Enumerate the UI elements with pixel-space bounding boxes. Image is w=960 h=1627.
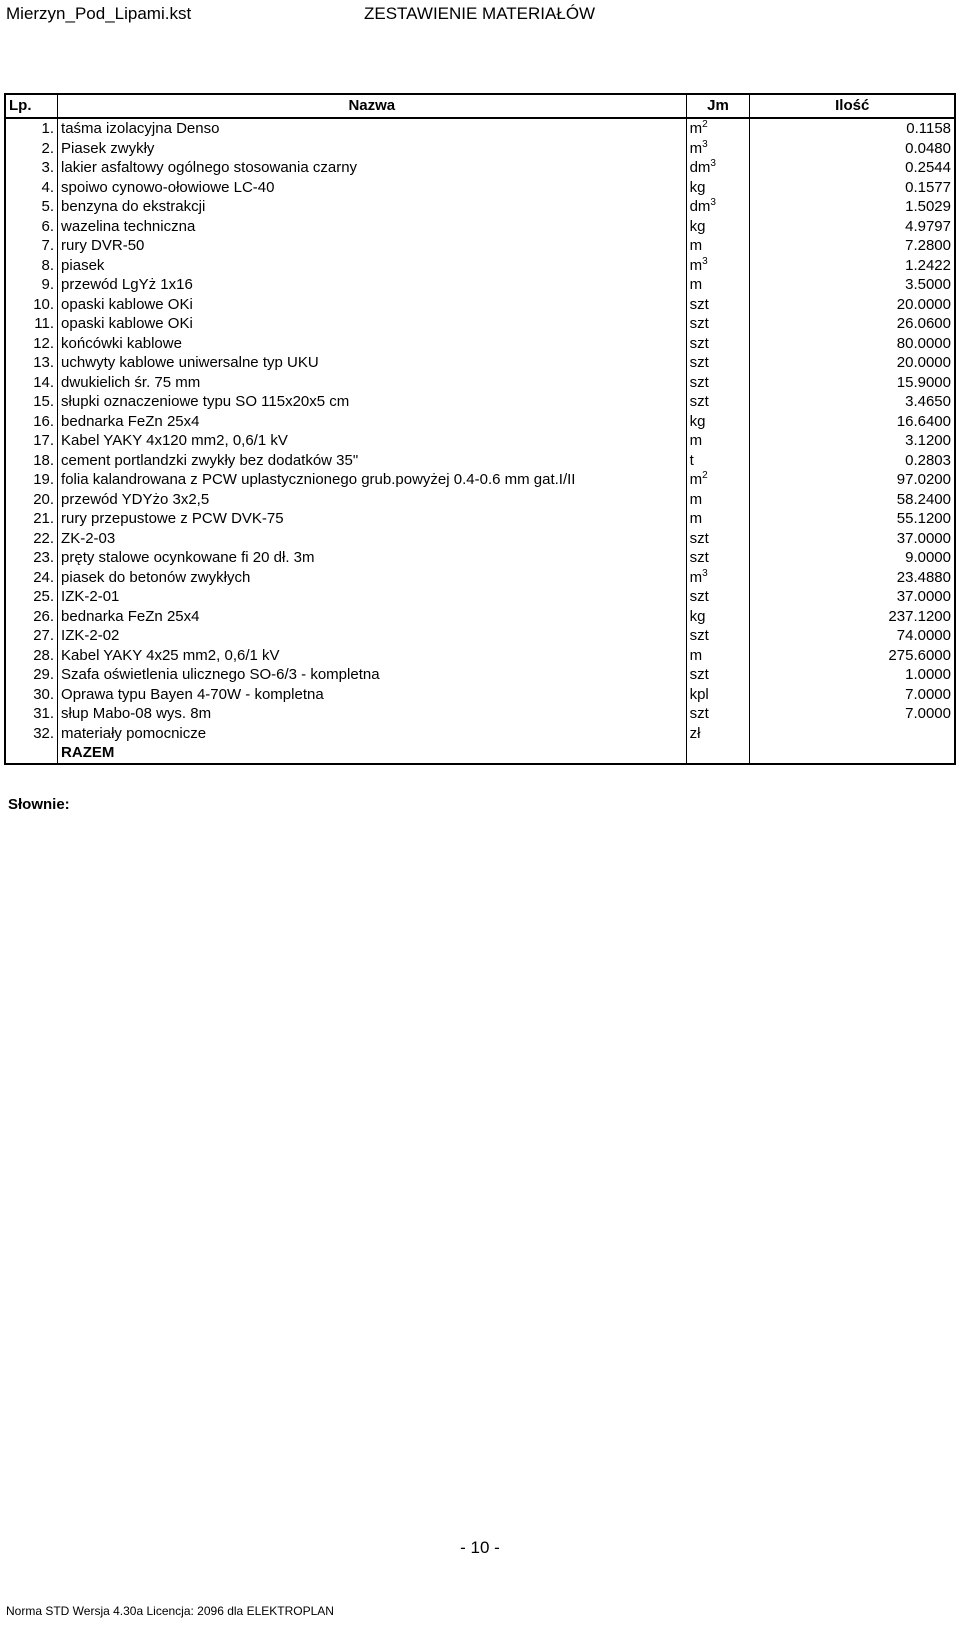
unit-cell — [686, 568, 750, 588]
unit-text: zł — [689, 724, 701, 742]
material-name: słup Mabo-08 wys. 8m — [58, 704, 687, 724]
quantity-value: 3.1200 — [750, 431, 955, 451]
table-row — [5, 665, 955, 685]
table-row — [5, 373, 955, 393]
unit-text: szt — [689, 315, 709, 332]
unit-cell — [686, 236, 750, 256]
table-row — [5, 626, 955, 646]
material-name: wazelina techniczna — [58, 217, 687, 237]
quantity-value: 1.2422 — [750, 256, 955, 276]
document-title: ZESTAWIENIE MATERIAŁÓW — [364, 4, 596, 23]
table-row — [5, 431, 955, 451]
table-row — [5, 314, 955, 334]
material-name: dwukielich śr. 75 mm — [58, 373, 687, 393]
row-number: 5. — [5, 197, 58, 217]
unit-cell — [686, 490, 750, 510]
column-header-lp: Lp. — [5, 94, 58, 118]
column-header-name: Nazwa — [58, 94, 687, 118]
material-name: benzyna do ekstrakcji — [58, 197, 687, 217]
quantity-value: 275.6000 — [750, 646, 955, 666]
unit-exponent: 3 — [702, 138, 708, 150]
table-row — [5, 568, 955, 588]
unit-text: m — [689, 490, 703, 508]
unit-exponent: 2 — [702, 470, 708, 481]
row-number: 10. — [5, 295, 58, 315]
quantity-value: 7.0000 — [750, 685, 955, 705]
material-name: IZK-2-02 — [58, 626, 687, 646]
table-row — [5, 139, 955, 159]
quantity-value: 97.0200 — [750, 470, 955, 490]
material-name: bednarka FeZn 25x4 — [58, 412, 687, 432]
material-name: uchwyty kablowe uniwersalne typ UKU — [58, 353, 687, 373]
table-row — [5, 587, 955, 607]
unit-cell — [686, 724, 750, 744]
table-row — [5, 217, 955, 237]
row-number: 24. — [5, 568, 58, 588]
row-number: 13. — [5, 353, 58, 373]
table-row — [5, 392, 955, 412]
row-number: 16. — [5, 412, 58, 432]
table-row — [5, 490, 955, 510]
quantity-value: 4.9797 — [750, 217, 955, 237]
quantity-value: 0.2544 — [750, 158, 955, 178]
material-name: Kabel YAKY 4x25 mm2, 0,6/1 kV — [58, 646, 687, 666]
material-name: Szafa oświetlenia ulicznego SO-6/3 - kompletna — [58, 665, 687, 685]
column-header-quantity: Ilość — [750, 94, 955, 118]
quantity-value: 0.2803 — [750, 451, 955, 471]
unit-text: m — [689, 568, 703, 586]
unit-cell — [686, 704, 750, 724]
unit-cell — [686, 197, 750, 217]
in-words-label: Słownie: — [8, 796, 70, 813]
quantity-value: 9.0000 — [750, 548, 955, 568]
row-number: 27. — [5, 626, 58, 646]
quantity-value: 0.1577 — [750, 178, 955, 198]
material-name: Piasek zwykły — [58, 139, 687, 159]
row-number: 12. — [5, 334, 58, 354]
table-row — [5, 704, 955, 724]
unit-text: szt — [689, 529, 709, 547]
unit-text: szt — [689, 549, 709, 566]
quantity-value: 58.2400 — [750, 490, 955, 510]
unit-exponent: 3 — [710, 197, 716, 208]
quantity-value: 20.0000 — [750, 295, 955, 315]
unit-cell — [686, 548, 750, 568]
unit-cell — [686, 373, 750, 393]
materials-table — [4, 93, 956, 765]
unit-text: m — [689, 237, 703, 254]
unit-text: kg — [689, 607, 706, 625]
unit-text: m — [689, 432, 703, 449]
unit-cell — [686, 178, 750, 198]
unit-text: m — [689, 120, 703, 137]
table-row — [5, 451, 955, 471]
material-name: przewód LgYż 1x16 — [58, 275, 687, 295]
quantity-value: 16.6400 — [750, 412, 955, 432]
row-number: 4. — [5, 178, 58, 198]
quantity-value: 1.5029 — [750, 197, 955, 217]
unit-text: dm — [689, 198, 711, 215]
material-name: opaski kablowe OKi — [58, 314, 687, 334]
unit-cell — [686, 392, 750, 412]
unit-exponent: 2 — [702, 119, 708, 130]
unit-text: szt — [689, 373, 709, 391]
table-row — [5, 256, 955, 276]
unit-text: szt — [689, 334, 709, 352]
total-label: RAZEM — [58, 743, 687, 764]
row-number: 18. — [5, 451, 58, 471]
table-row — [5, 158, 955, 178]
table-row — [5, 275, 955, 295]
unit-cell — [686, 587, 750, 607]
unit-text: kg — [689, 178, 706, 196]
unit-cell — [686, 118, 750, 139]
quantity-value: 7.2800 — [750, 236, 955, 256]
unit-cell — [686, 217, 750, 237]
row-number: 30. — [5, 685, 58, 705]
file-name: Mierzyn_Pod_Lipami.kst — [6, 4, 192, 23]
unit-text: kg — [689, 217, 706, 235]
unit-text: szt — [689, 393, 709, 410]
row-number: 19. — [5, 470, 58, 490]
material-name: rury DVR-50 — [58, 236, 687, 256]
table-row — [5, 607, 955, 627]
unit-text: szt — [689, 354, 709, 371]
table-row — [5, 353, 955, 373]
quantity-value: 55.1200 — [750, 509, 955, 529]
quantity-value — [750, 724, 955, 744]
material-name: pręty stalowe ocynkowane fi 20 dł. 3m — [58, 548, 687, 568]
material-name: słupki oznaczeniowe typu SO 115x20x5 cm — [58, 392, 687, 412]
unit-cell — [686, 470, 750, 490]
material-name: końcówki kablowe — [58, 334, 687, 354]
unit-cell — [686, 295, 750, 315]
quantity-value: 0.0480 — [750, 139, 955, 159]
table-header-row — [5, 94, 955, 118]
quantity-value: 15.9000 — [750, 373, 955, 393]
unit-exponent: 3 — [702, 255, 708, 267]
unit-cell — [686, 451, 750, 471]
table-row — [5, 197, 955, 217]
unit-text: m — [689, 139, 703, 157]
unit-text: szt — [689, 295, 709, 313]
unit-cell — [686, 431, 750, 451]
quantity-value: 37.0000 — [750, 587, 955, 607]
table-row — [5, 685, 955, 705]
material-name: taśma izolacyjna Denso — [58, 118, 687, 139]
row-number: 15. — [5, 392, 58, 412]
unit-text: m — [689, 646, 703, 664]
unit-text: t — [689, 451, 694, 469]
page-number: - 10 - — [460, 1538, 500, 1557]
unit-cell — [686, 158, 750, 178]
material-name: cement portlandzki zwykły bez dodatków 35" — [58, 451, 687, 471]
unit-cell — [686, 275, 750, 295]
material-name: spoiwo cynowo-ołowiowe LC-40 — [58, 178, 687, 198]
table-row — [5, 470, 955, 490]
unit-text: szt — [689, 627, 709, 644]
material-name: IZK-2-01 — [58, 587, 687, 607]
table-row — [5, 295, 955, 315]
row-number: 6. — [5, 217, 58, 237]
row-number: 3. — [5, 158, 58, 178]
unit-text: szt — [689, 666, 709, 683]
material-name: Kabel YAKY 4x120 mm2, 0,6/1 kV — [58, 431, 687, 451]
unit-text: m — [689, 256, 703, 274]
row-number: 28. — [5, 646, 58, 666]
row-number: 29. — [5, 665, 58, 685]
row-number: 7. — [5, 236, 58, 256]
row-number: 9. — [5, 275, 58, 295]
unit-text: m — [689, 471, 703, 488]
quantity-value: 3.4650 — [750, 392, 955, 412]
material-name: folia kalandrowana z PCW uplastycznionego grub.powyżej 0.4-0.6 mm gat.I/II — [58, 470, 687, 490]
material-name: lakier asfaltowy ogólnego stosowania czarny — [58, 158, 687, 178]
material-name: bednarka FeZn 25x4 — [58, 607, 687, 627]
material-name: opaski kablowe OKi — [58, 295, 687, 315]
table-row — [5, 334, 955, 354]
row-number: 31. — [5, 704, 58, 724]
quantity-value: 20.0000 — [750, 353, 955, 373]
quantity-value: 74.0000 — [750, 626, 955, 646]
quantity-value: 7.0000 — [750, 704, 955, 724]
row-number: 14. — [5, 373, 58, 393]
material-name: Oprawa typu Bayen 4-70W - kompletna — [58, 685, 687, 705]
table-row — [5, 412, 955, 432]
row-number: 26. — [5, 607, 58, 627]
table-row — [5, 509, 955, 529]
row-number: 1. — [5, 118, 58, 139]
quantity-value: 0.1158 — [750, 118, 955, 139]
unit-text: szt — [689, 705, 709, 722]
unit-cell — [686, 509, 750, 529]
material-name: przewód YDYżo 3x2,5 — [58, 490, 687, 510]
row-number: 32. — [5, 724, 58, 744]
row-number: 8. — [5, 256, 58, 276]
unit-text: szt — [689, 588, 709, 605]
table-row — [5, 529, 955, 549]
unit-cell — [686, 412, 750, 432]
unit-cell — [686, 665, 750, 685]
row-number: 11. — [5, 314, 58, 334]
column-header-unit: Jm — [686, 94, 750, 118]
material-name: materiały pomocnicze — [58, 724, 687, 744]
quantity-value: 3.5000 — [750, 275, 955, 295]
row-number: 2. — [5, 139, 58, 159]
total-row-empty — [686, 743, 750, 764]
table-row — [5, 236, 955, 256]
total-row-empty — [750, 743, 955, 764]
material-name: ZK-2-03 — [58, 529, 687, 549]
quantity-value: 237.1200 — [750, 607, 955, 627]
unit-cell — [686, 256, 750, 276]
unit-text: dm — [689, 159, 711, 176]
quantity-value: 80.0000 — [750, 334, 955, 354]
unit-cell — [686, 607, 750, 627]
table-row — [5, 178, 955, 198]
row-number: 17. — [5, 431, 58, 451]
quantity-value: 26.0600 — [750, 314, 955, 334]
row-number: 25. — [5, 587, 58, 607]
total-row — [5, 743, 955, 764]
material-name: rury przepustowe z PCW DVK-75 — [58, 509, 687, 529]
table-row — [5, 646, 955, 666]
unit-exponent: 3 — [710, 158, 716, 169]
row-number: 23. — [5, 548, 58, 568]
unit-cell — [686, 314, 750, 334]
table-row — [5, 724, 955, 744]
row-number: 21. — [5, 509, 58, 529]
row-number: 20. — [5, 490, 58, 510]
unit-cell — [686, 685, 750, 705]
row-number: 22. — [5, 529, 58, 549]
unit-exponent: 3 — [702, 567, 708, 579]
quantity-value: 37.0000 — [750, 529, 955, 549]
unit-text: m — [689, 510, 703, 527]
software-footer: Norma STD Wersja 4.30a Licencja: 2096 dla ELEKTROPLAN — [6, 1604, 334, 1618]
unit-cell — [686, 334, 750, 354]
table-row — [5, 118, 955, 139]
unit-cell — [686, 353, 750, 373]
unit-text: kpl — [689, 685, 709, 703]
table-row — [5, 548, 955, 568]
unit-text: kg — [689, 412, 706, 430]
unit-cell — [686, 626, 750, 646]
unit-cell — [686, 529, 750, 549]
unit-cell — [686, 139, 750, 159]
quantity-value: 23.4880 — [750, 568, 955, 588]
unit-text: m — [689, 276, 703, 293]
material-name: piasek — [58, 256, 687, 276]
unit-cell — [686, 646, 750, 666]
material-name: piasek do betonów zwykłych — [58, 568, 687, 588]
quantity-value: 1.0000 — [750, 665, 955, 685]
total-row-empty — [5, 743, 58, 764]
